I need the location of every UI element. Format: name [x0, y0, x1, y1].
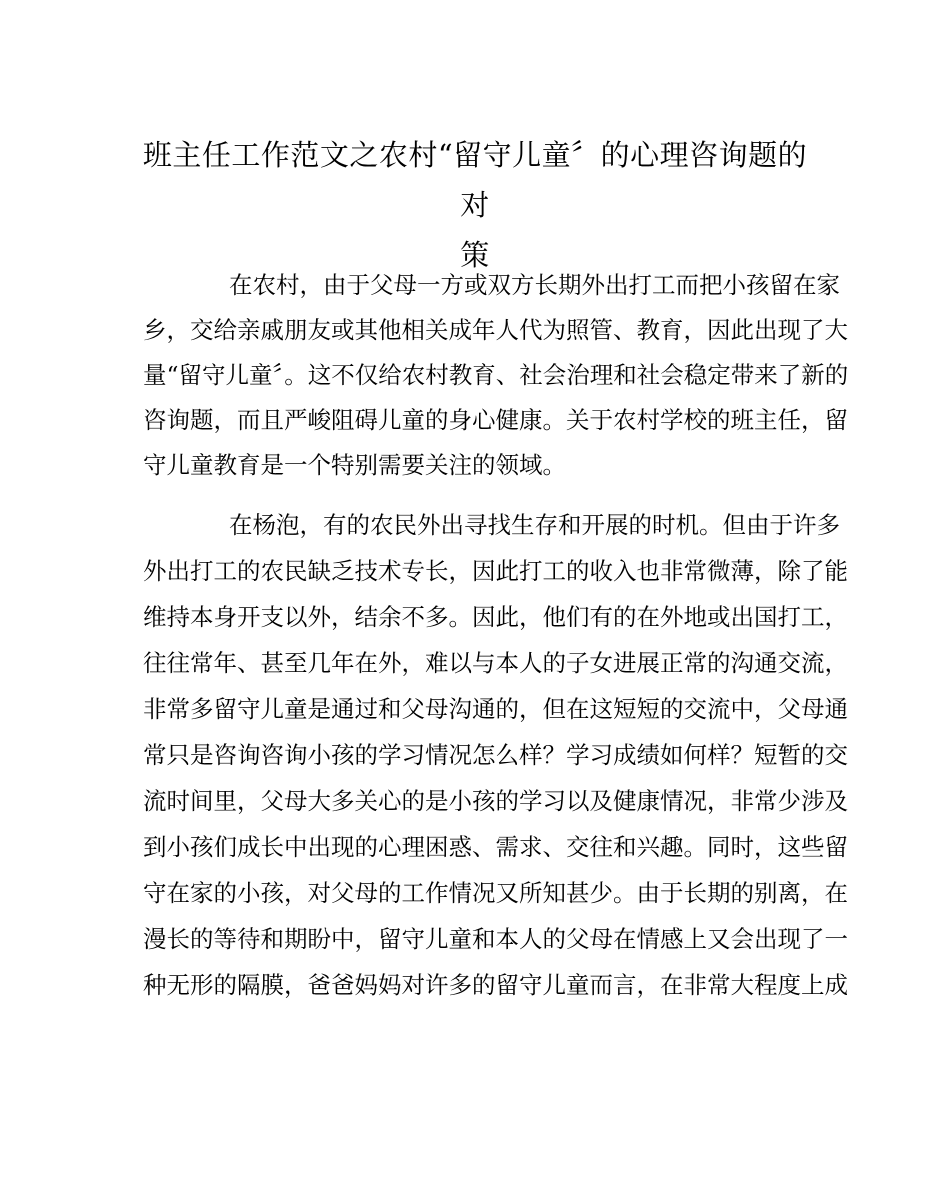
paragraph-line: 维持本身开支以外，结余不多。因此，他们有的在外地或出国打工， — [143, 603, 848, 631]
paragraph-line: 到小孩们成长中出现的心理困惑、需求、交往和兴趣。同时，这些留 — [143, 833, 848, 861]
paragraph-line: 守儿童教育是一个特别需要关注的领域。 — [143, 451, 566, 479]
paragraph-line: 外出打工的农民缺乏技术专长，因此打工的收入也非常微薄，除了能 — [143, 557, 848, 585]
paragraph-line: 乡，交给亲戚朋友或其他相关成年人代为照管、教育，因此出现了大 — [143, 316, 848, 344]
paragraph-line: 咨询题，而且严峻阻碍儿童的身心健康。关于农村学校的班主任，留 — [143, 406, 848, 434]
paragraph-line: 在农村，由于父母一方或双方长期外出打工而把小孩留在家 — [229, 271, 840, 299]
paragraph-line: 量“留守儿童〞。这不仅给农村教育、社会治理和社会稳定带来了新的 — [143, 361, 849, 389]
title-line-2: 策 — [460, 238, 490, 272]
paragraph-line: 守在家的小孩，对父母的工作情况又所知甚少。由于长期的别离，在 — [143, 879, 848, 907]
paragraph-line: 往往常年、甚至几年在外，难以与本人的子女进展正常的沟通交流， — [143, 649, 848, 677]
paragraph-line: 常只是咨询咨询小孩的学习情况怎么样？学习成绩如何样？短暂的交 — [143, 741, 848, 769]
paragraph-line: 漫长的等待和期盼中，留守儿童和本人的父母在情感上又会出现了一 — [143, 925, 848, 953]
paragraph-line: 流时间里，父母大多关心的是小孩的学习以及健康情况，非常少涉及 — [143, 787, 848, 815]
paragraph-line: 非常多留守儿童是通过和父母沟通的，但在这短短的交流中，父母通 — [143, 695, 848, 723]
paragraph-line: 种无形的隔膜，爸爸妈妈对许多的留守儿童而言，在非常大程度上成 — [143, 971, 848, 999]
document-title — [130, 130, 820, 280]
paragraph-line: 在杨泡，有的农民外出寻找生存和开展的时机。但由于许多 — [229, 511, 840, 539]
title-line-1: 班主任工作范文之农村“留守儿童〞的心理咨询题的对 — [142, 138, 808, 222]
